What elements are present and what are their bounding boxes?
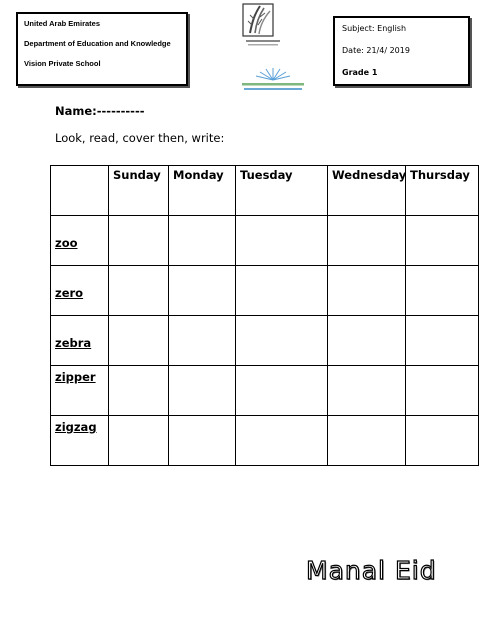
writing-cell[interactable]: [328, 316, 406, 366]
writing-cell[interactable]: [328, 216, 406, 266]
empty-corner-cell: [51, 166, 109, 216]
writing-cell[interactable]: [406, 316, 479, 366]
writing-cell[interactable]: [109, 216, 169, 266]
writing-cell[interactable]: [169, 316, 236, 366]
vision-school-logo: [238, 66, 308, 94]
date-label: Date: 21/4/ 2019: [342, 46, 410, 55]
writing-cell[interactable]: [406, 216, 479, 266]
table-row: [51, 366, 479, 416]
spelling-word: zipper: [51, 366, 109, 416]
grade-label: Grade 1: [342, 68, 378, 77]
writing-cell[interactable]: [406, 416, 479, 466]
writing-cell[interactable]: [236, 266, 328, 316]
school-info-box: [16, 12, 188, 86]
spelling-practice-table: [50, 165, 479, 466]
country-label: United Arab Emirates: [24, 19, 100, 28]
day-header: Thursday: [406, 166, 479, 216]
writing-cell[interactable]: [109, 316, 169, 366]
instruction-text: Look, read, cover then, write:: [55, 131, 225, 145]
day-header: Monday: [169, 166, 236, 216]
name-field-label: Name:----------: [55, 104, 145, 118]
day-header: Sunday: [109, 166, 169, 216]
table-row: [51, 216, 479, 266]
table-row: [51, 316, 479, 366]
spelling-word: zero: [51, 266, 109, 316]
writing-cell[interactable]: [328, 416, 406, 466]
table-row: [51, 266, 479, 316]
day-header: Wednesday: [328, 166, 406, 216]
table-header-row: [51, 166, 479, 216]
school-name-label: Vision Private School: [24, 59, 101, 68]
subject-info-box: [333, 16, 470, 86]
table-row: [51, 416, 479, 466]
writing-cell[interactable]: [328, 266, 406, 316]
year-of-tolerance-logo: [240, 3, 286, 53]
writing-cell[interactable]: [109, 416, 169, 466]
author-signature: Manal Eid: [306, 556, 437, 585]
writing-cell[interactable]: [169, 266, 236, 316]
writing-cell[interactable]: [169, 416, 236, 466]
writing-cell[interactable]: [406, 266, 479, 316]
writing-cell[interactable]: [109, 366, 169, 416]
day-header: Tuesday: [236, 166, 328, 216]
writing-cell[interactable]: [109, 266, 169, 316]
writing-cell[interactable]: [236, 366, 328, 416]
writing-cell[interactable]: [236, 416, 328, 466]
writing-cell[interactable]: [406, 366, 479, 416]
subject-label: Subject: English: [342, 24, 407, 33]
writing-cell[interactable]: [169, 216, 236, 266]
spelling-word: zebra: [51, 316, 109, 366]
department-label: Department of Education and Knowledge: [24, 39, 171, 48]
spelling-word: zigzag: [51, 416, 109, 466]
writing-cell[interactable]: [236, 316, 328, 366]
writing-cell[interactable]: [236, 216, 328, 266]
writing-cell[interactable]: [328, 366, 406, 416]
spelling-word: zoo: [51, 216, 109, 266]
writing-cell[interactable]: [169, 366, 236, 416]
